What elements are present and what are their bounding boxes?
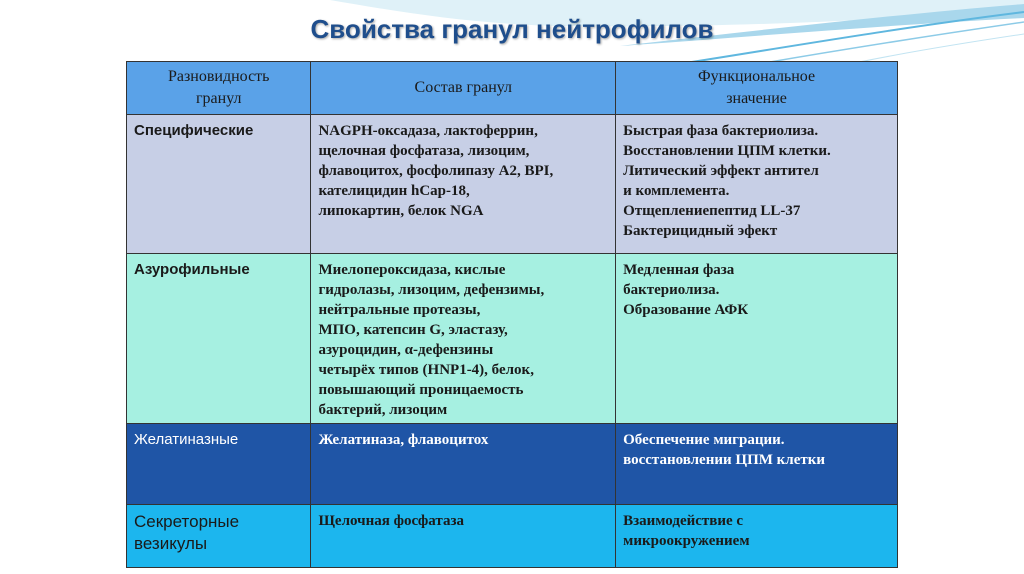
granule-composition: Миелопероксидаза, кислые гидролазы, лизоцим, дефензимы, нейтральные протеазы, МПО, катепсин G, эластазу, азуроцидин, α-дефензины четырёх типов (HNP1-4), белок, повышающий проницаемость бактерий, лизоцим <box>311 254 616 424</box>
header-functional-meaning: Функциональное значение <box>616 62 898 115</box>
header-granule-composition: Состав гранул <box>311 62 616 115</box>
granule-name: Секреторные везикулы <box>127 505 311 568</box>
table-row <box>127 254 898 424</box>
granule-composition: NAGPH-оксадаза, лактоферрин, щелочная фосфатаза, лизоцим, флавоцитох, фосфолипазу А2, BPI, кателицидин hCap-18, липокартин, белок NGA <box>311 115 616 254</box>
table-header-row <box>127 62 898 115</box>
granules-table <box>126 61 898 568</box>
granule-composition: Щелочная фосфатаза <box>311 505 616 568</box>
granule-name: Желатиназные <box>127 424 311 505</box>
granule-composition: Желатиназа, флавоцитох <box>311 424 616 505</box>
header-granule-type: Разновидность гранул <box>127 62 311 115</box>
table-row <box>127 424 898 505</box>
granule-function: Обеспечение миграции. восстановлении ЦПМ клетки <box>616 424 898 505</box>
page-title: Свойства гранул нейтрофилов <box>310 14 714 44</box>
granule-name: Специфические <box>127 115 311 254</box>
granule-function: Взаимодействие с микроокружением <box>616 505 898 568</box>
granule-name: Азурофильные <box>127 254 311 424</box>
table-row <box>127 505 898 568</box>
table-row <box>127 115 898 254</box>
granule-function: Быстрая фаза бактериолиза. Восстановлении ЦПМ клетки. Литический эффект антител и комплемента. Отщеплениепептид LL-37 Бактерицидный эфект <box>616 115 898 254</box>
granule-function: Медленная фаза бактериолиза. Образование АФК <box>616 254 898 424</box>
